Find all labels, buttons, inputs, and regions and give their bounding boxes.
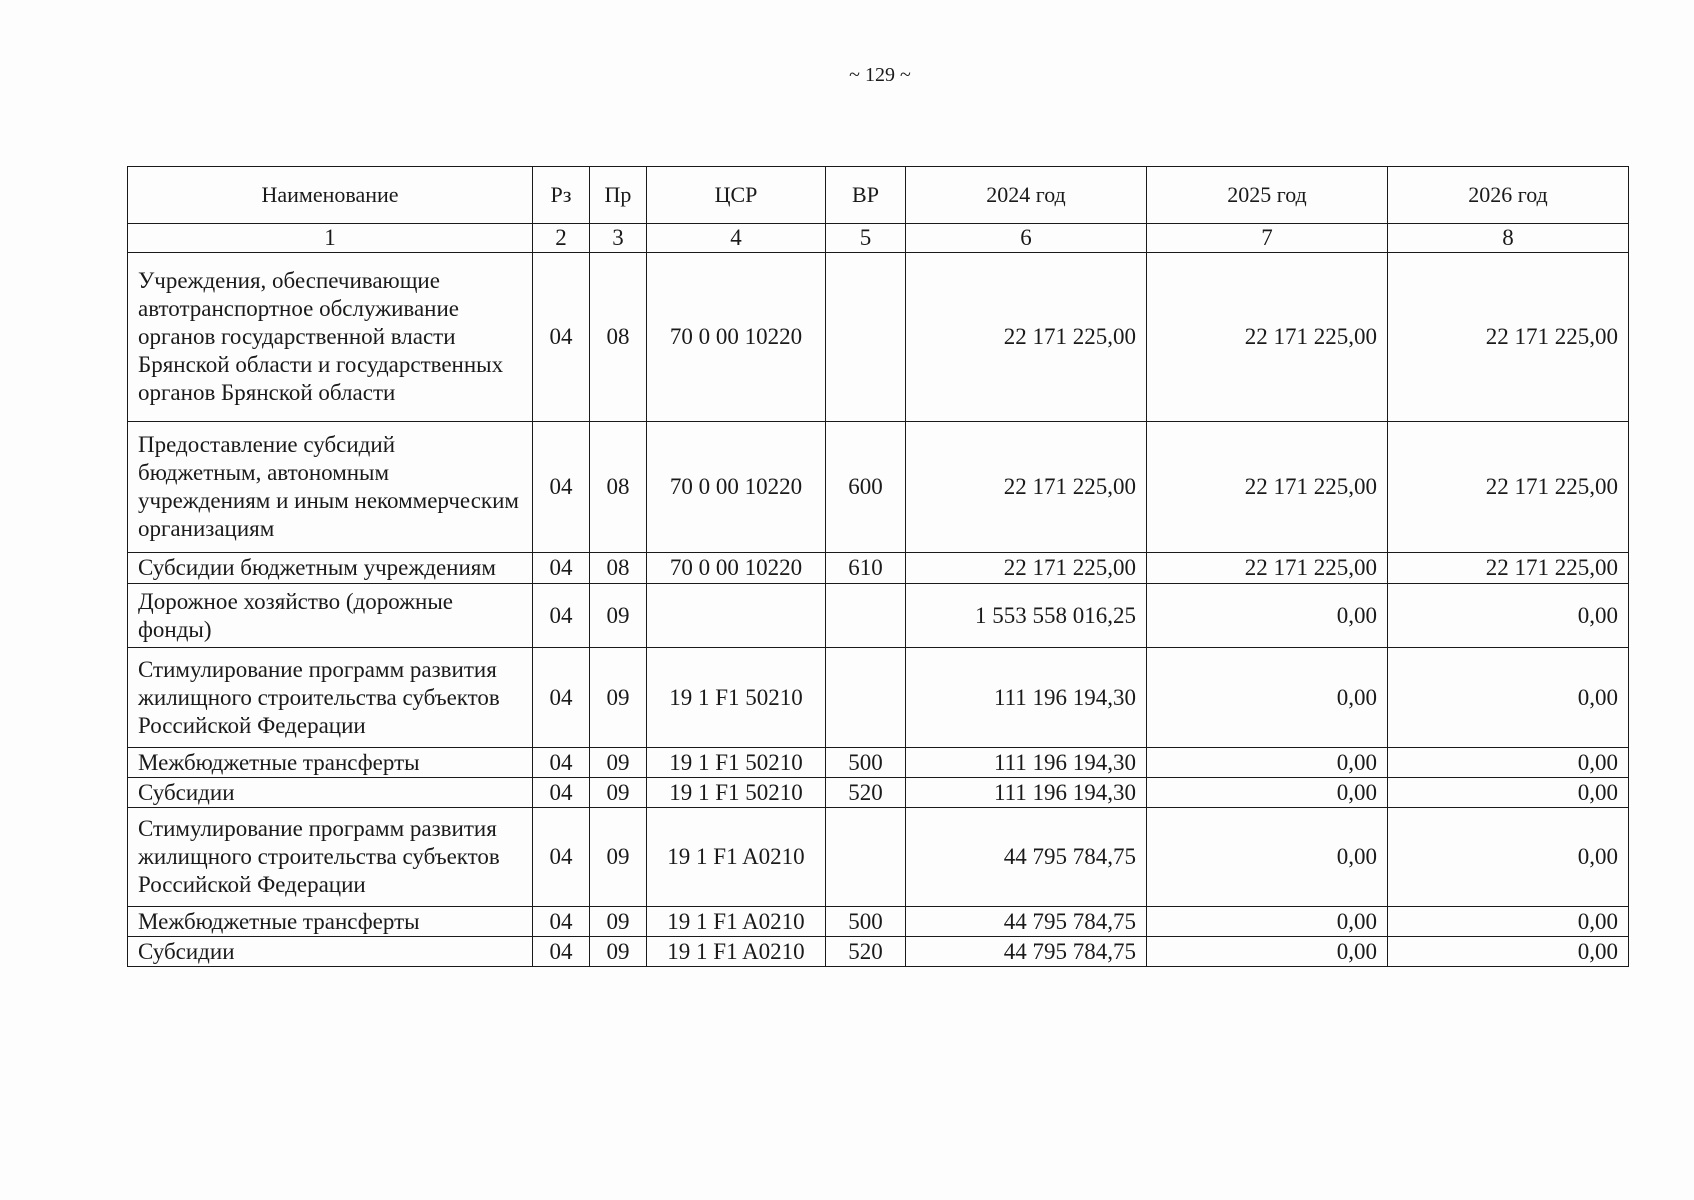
table-header-row bbox=[128, 167, 1629, 224]
row-rz: 04 bbox=[533, 253, 590, 422]
row-pr: 09 bbox=[590, 808, 647, 907]
column-number-row bbox=[128, 224, 1629, 253]
row-amount-2026: 0,00 bbox=[1388, 778, 1629, 808]
row-amount-2026: 0,00 bbox=[1388, 584, 1629, 648]
row-csr: 19 1 F1 50210 bbox=[647, 778, 826, 808]
row-vr: 500 bbox=[826, 748, 906, 778]
table-row bbox=[128, 808, 1629, 907]
row-amount-2026: 0,00 bbox=[1388, 907, 1629, 937]
row-amount-2024: 111 196 194,30 bbox=[906, 648, 1147, 748]
row-amount-2026: 22 171 225,00 bbox=[1388, 253, 1629, 422]
table-row bbox=[128, 937, 1629, 967]
row-amount-2024: 111 196 194,30 bbox=[906, 748, 1147, 778]
header-pr: Пр bbox=[590, 167, 647, 224]
column-number: 8 bbox=[1388, 224, 1629, 253]
row-pr: 09 bbox=[590, 778, 647, 808]
header-vr: ВР bbox=[826, 167, 906, 224]
row-pr: 08 bbox=[590, 253, 647, 422]
row-name: Предоставление субсидий бюджетным, автономным учреждениям и иным некоммерческим организациям bbox=[128, 422, 533, 553]
row-rz: 04 bbox=[533, 907, 590, 937]
row-csr: 19 1 F1 50210 bbox=[647, 748, 826, 778]
row-name: Стимулирование программ развития жилищного строительства субъектов Российской Федерации bbox=[128, 808, 533, 907]
budget-table bbox=[127, 166, 1629, 967]
row-pr: 09 bbox=[590, 937, 647, 967]
row-vr bbox=[826, 584, 906, 648]
row-rz: 04 bbox=[533, 584, 590, 648]
header-2024: 2024 год bbox=[906, 167, 1147, 224]
row-pr: 09 bbox=[590, 648, 647, 748]
row-vr bbox=[826, 808, 906, 907]
row-amount-2024: 111 196 194,30 bbox=[906, 778, 1147, 808]
row-name: Межбюджетные трансферты bbox=[128, 907, 533, 937]
header-2026: 2026 год bbox=[1388, 167, 1629, 224]
column-number: 2 bbox=[533, 224, 590, 253]
row-amount-2025: 0,00 bbox=[1147, 778, 1388, 808]
row-csr: 19 1 F1 A0210 bbox=[647, 907, 826, 937]
row-amount-2024: 22 171 225,00 bbox=[906, 553, 1147, 584]
row-rz: 04 bbox=[533, 553, 590, 584]
row-vr: 610 bbox=[826, 553, 906, 584]
row-vr bbox=[826, 648, 906, 748]
row-amount-2025: 0,00 bbox=[1147, 584, 1388, 648]
row-amount-2024: 44 795 784,75 bbox=[906, 808, 1147, 907]
row-amount-2025: 0,00 bbox=[1147, 808, 1388, 907]
row-amount-2024: 44 795 784,75 bbox=[906, 907, 1147, 937]
row-csr: 19 1 F1 A0210 bbox=[647, 808, 826, 907]
row-csr: 70 0 00 10220 bbox=[647, 422, 826, 553]
column-number: 7 bbox=[1147, 224, 1388, 253]
row-amount-2025: 0,00 bbox=[1147, 937, 1388, 967]
table-row bbox=[128, 253, 1629, 422]
row-rz: 04 bbox=[533, 808, 590, 907]
row-amount-2026: 22 171 225,00 bbox=[1388, 422, 1629, 553]
row-name: Учреждения, обеспечивающие автотранспортное обслуживание органов государственной власти Брянской области и государственных органов Брянской области bbox=[128, 253, 533, 422]
row-name: Стимулирование программ развития жилищного строительства субъектов Российской Федерации bbox=[128, 648, 533, 748]
row-name: Межбюджетные трансферты bbox=[128, 748, 533, 778]
row-name: Дорожное хозяйство (дорожные фонды) bbox=[128, 584, 533, 648]
table-row bbox=[128, 422, 1629, 553]
row-rz: 04 bbox=[533, 422, 590, 553]
row-amount-2024: 1 553 558 016,25 bbox=[906, 584, 1147, 648]
row-csr: 19 1 F1 50210 bbox=[647, 648, 826, 748]
page-number: ~ 129 ~ bbox=[849, 64, 911, 86]
header-csr: ЦСР bbox=[647, 167, 826, 224]
row-vr bbox=[826, 253, 906, 422]
row-rz: 04 bbox=[533, 937, 590, 967]
row-csr bbox=[647, 584, 826, 648]
row-amount-2026: 0,00 bbox=[1388, 937, 1629, 967]
row-rz: 04 bbox=[533, 778, 590, 808]
column-number: 5 bbox=[826, 224, 906, 253]
row-amount-2025: 22 171 225,00 bbox=[1147, 253, 1388, 422]
row-pr: 09 bbox=[590, 584, 647, 648]
row-amount-2024: 44 795 784,75 bbox=[906, 937, 1147, 967]
header-2025: 2025 год bbox=[1147, 167, 1388, 224]
row-amount-2025: 0,00 bbox=[1147, 648, 1388, 748]
row-csr: 70 0 00 10220 bbox=[647, 553, 826, 584]
row-vr: 520 bbox=[826, 937, 906, 967]
table-row bbox=[128, 648, 1629, 748]
header-rz: Рз bbox=[533, 167, 590, 224]
row-amount-2024: 22 171 225,00 bbox=[906, 253, 1147, 422]
row-name: Субсидии bbox=[128, 778, 533, 808]
table-row bbox=[128, 778, 1629, 808]
row-amount-2026: 0,00 bbox=[1388, 748, 1629, 778]
row-amount-2024: 22 171 225,00 bbox=[906, 422, 1147, 553]
row-pr: 08 bbox=[590, 553, 647, 584]
table-row bbox=[128, 584, 1629, 648]
column-number: 1 bbox=[128, 224, 533, 253]
row-amount-2026: 0,00 bbox=[1388, 648, 1629, 748]
column-number: 4 bbox=[647, 224, 826, 253]
row-amount-2025: 22 171 225,00 bbox=[1147, 422, 1388, 553]
table-row bbox=[128, 748, 1629, 778]
row-pr: 09 bbox=[590, 907, 647, 937]
row-amount-2025: 0,00 bbox=[1147, 748, 1388, 778]
row-name: Субсидии бюджетным учреждениям bbox=[128, 553, 533, 584]
row-csr: 19 1 F1 A0210 bbox=[647, 937, 826, 967]
row-amount-2026: 0,00 bbox=[1388, 808, 1629, 907]
column-number: 6 bbox=[906, 224, 1147, 253]
row-csr: 70 0 00 10220 bbox=[647, 253, 826, 422]
row-pr: 08 bbox=[590, 422, 647, 553]
row-pr: 09 bbox=[590, 748, 647, 778]
row-name: Субсидии bbox=[128, 937, 533, 967]
row-amount-2025: 0,00 bbox=[1147, 907, 1388, 937]
table-row bbox=[128, 553, 1629, 584]
row-rz: 04 bbox=[533, 748, 590, 778]
row-vr: 600 bbox=[826, 422, 906, 553]
column-number: 3 bbox=[590, 224, 647, 253]
table-row bbox=[128, 907, 1629, 937]
row-vr: 520 bbox=[826, 778, 906, 808]
row-vr: 500 bbox=[826, 907, 906, 937]
header-name: Наименование bbox=[128, 167, 533, 224]
row-rz: 04 bbox=[533, 648, 590, 748]
row-amount-2026: 22 171 225,00 bbox=[1388, 553, 1629, 584]
row-amount-2025: 22 171 225,00 bbox=[1147, 553, 1388, 584]
